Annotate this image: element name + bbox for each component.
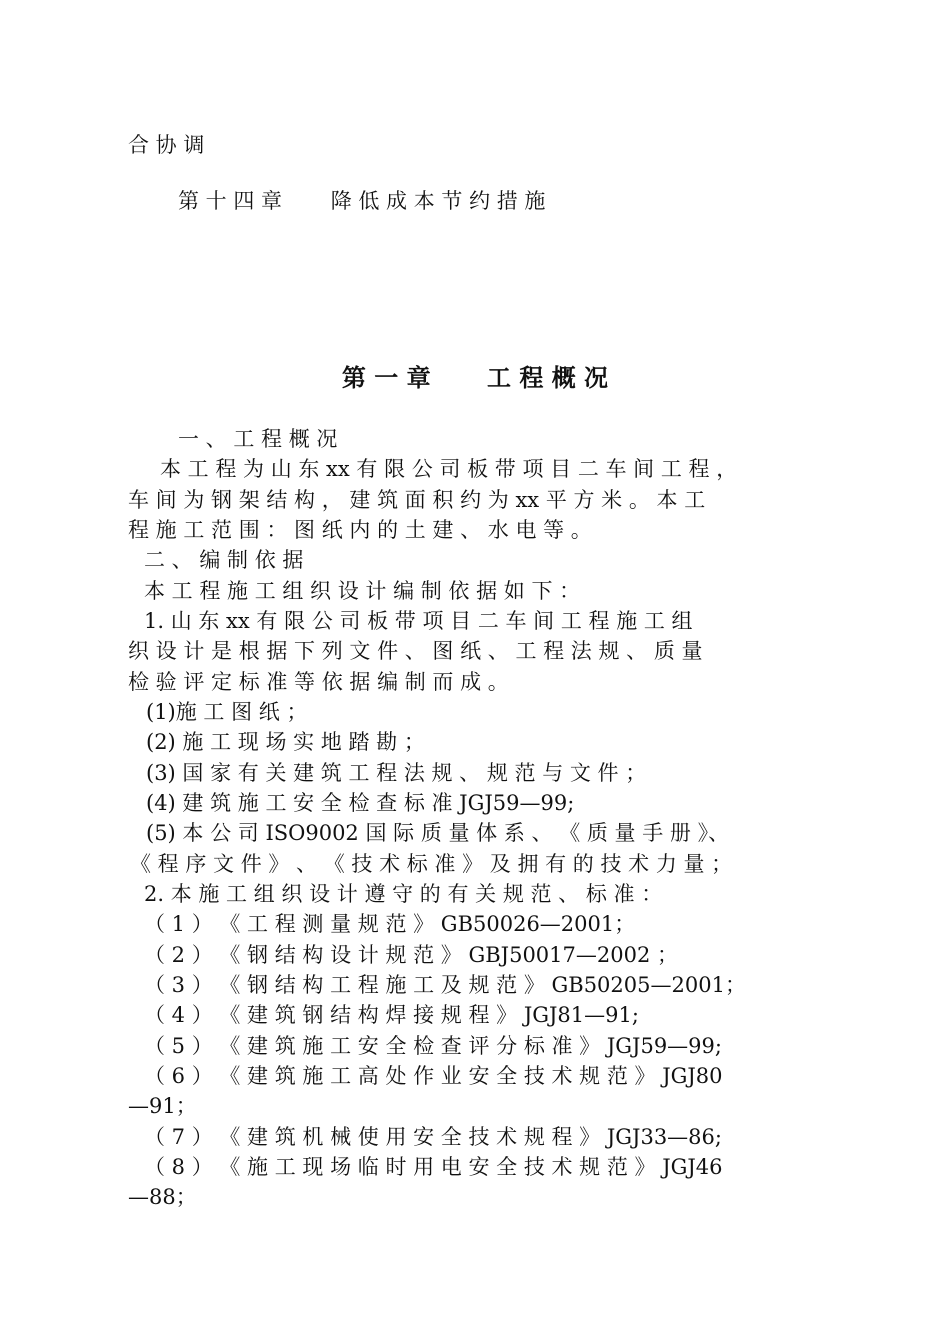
list-item: 1. 山 东 xx 有 限 公 司 板 带 项 目 二 车 间 工 程 施 工 组 — [144, 609, 693, 633]
standard-item: （ 5 ） 《 建 筑 施 工 安 全 检 查 评 分 标 准 》 JGJ59—99; — [144, 1034, 722, 1058]
standard-item: （ 2 ） 《 钢 结 构 设 计 规 范 》 GBJ50017—2002 ； — [144, 943, 679, 967]
standard-item: （ 3 ） 《 钢 结 构 工 程 施 工 及 规 范 》 GB50205—2001； — [144, 973, 746, 997]
standard-item: （ 1 ） 《 工 程 测 量 规 范 》 GB50026—2001； — [144, 912, 636, 936]
list-item-continuation: 检 验 评 定 标 准 等 依 据 编 制 而 成 。 — [128, 670, 509, 694]
paragraph-line: 程 施 工 范 围 ： 图 纸 内 的 土 建 、 水 电 等 。 — [128, 518, 592, 542]
chapter-title: 第 一 章 工 程 概 况 — [341, 363, 609, 392]
sub-item: (4) 建 筑 施 工 安 全 检 查 标 准 JGJ59—99; — [146, 791, 575, 815]
paragraph-line: 车 间 为 钢 架 结 构 ， 建 筑 面 积 约 为 xx 平 方 米 。 本 工 — [128, 488, 706, 512]
sub-item-continuation: 《 程 序 文 件 》 、 《 技 术 标 准 》 及 拥 有 的 技 术 力 量 ； — [130, 852, 733, 876]
standard-item: （ 4 ） 《 建 筑 钢 结 构 焊 接 规 程 》 JGJ81—91; — [144, 1003, 639, 1027]
sub-item: (2) 施 工 现 场 实 地 踏 勘 ； — [146, 730, 425, 754]
standard-item-continuation: —88； — [128, 1185, 197, 1209]
paragraph-line: 本 工 程 施 工 组 织 设 计 编 制 依 据 如 下 ： — [144, 579, 581, 603]
section-heading-basis: 二 、 编 制 依 据 — [144, 548, 304, 572]
standard-item: （ 6 ） 《 建 筑 施 工 高 处 作 业 安 全 技 术 规 范 》 JGJ80 — [144, 1064, 723, 1088]
standard-item-continuation: —91； — [128, 1094, 197, 1118]
toc-line-chapter-14: 第 十 四 章 降 低 成 本 节 约 措 施 — [178, 189, 546, 213]
sub-item: (3) 国 家 有 关 建 筑 工 程 法 规 、 规 范 与 文 件 ； — [146, 761, 647, 785]
section-heading-overview: 一 、 工 程 概 况 — [178, 427, 338, 451]
standard-item: （ 7 ） 《 建 筑 机 械 使 用 安 全 技 术 规 程 》 JGJ33—86; — [144, 1125, 722, 1149]
list-item-continuation: 织 设 计 是 根 据 下 列 文 件 、 图 纸 、 工 程 法 规 、 质 量 — [128, 639, 703, 663]
toc-line-continuation: 合 协 调 — [128, 133, 205, 157]
paragraph-line: 本 工 程 为 山 东 xx 有 限 公 司 板 带 项 目 二 车 间 工 程 ， — [160, 457, 738, 481]
standard-item: （ 8 ） 《 施 工 现 场 临 时 用 电 安 全 技 术 规 范 》 JGJ46 — [144, 1155, 723, 1179]
sub-item: (1)施 工 图 纸 ； — [146, 700, 308, 724]
sub-item: (5) 本 公 司 ISO9002 国 际 质 量 体 系 、 《 质 量 手 册 》、 — [146, 821, 730, 845]
list-item: 2. 本 施 工 组 织 设 计 遵 守 的 有 关 规 范 、 标 准 ： — [144, 882, 663, 906]
